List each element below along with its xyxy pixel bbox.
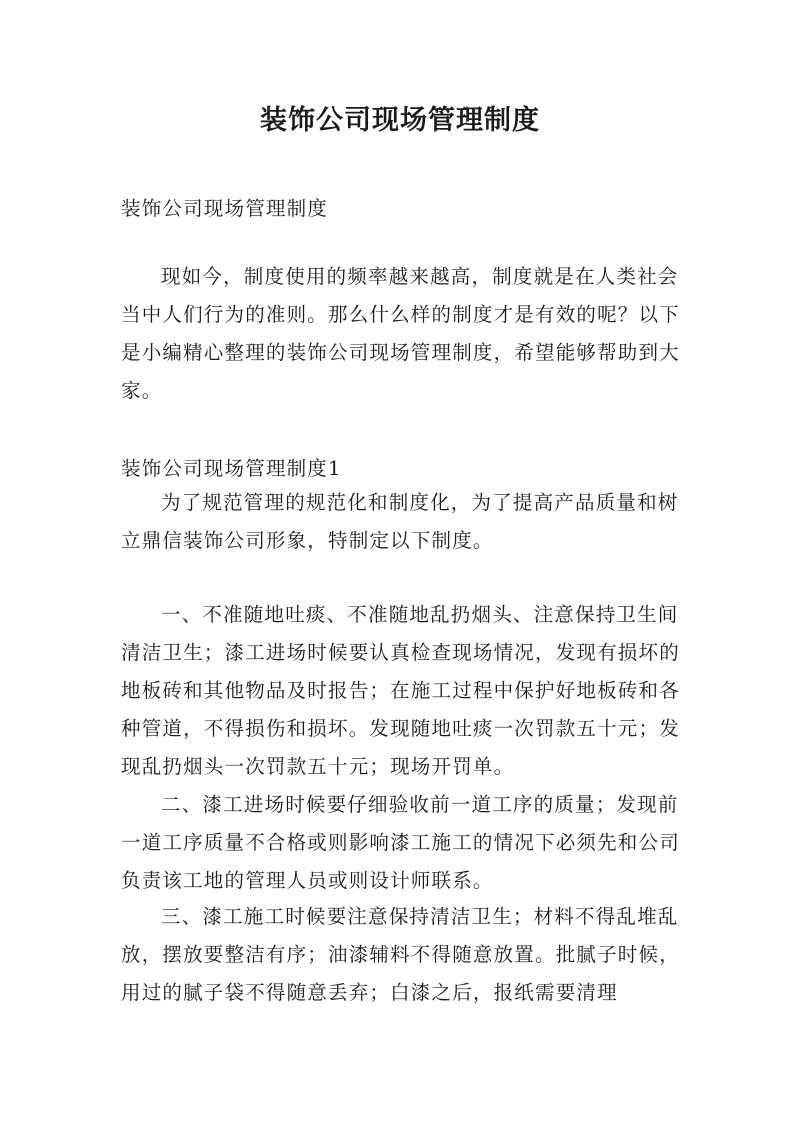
rule-paragraph-1: 一、不准随地吐痰、不准随地乱扔烟头、注意保持卫生间清洁卫生；漆工进场时候要认真检查现场情况，发现有损坏的地板砖和其他物品及时报告；在施工过程中保护好地板砖和各种管道，不得损伤和损坏。发现随地吐痰一次罚款五十元；发现乱扔烟头一次罚款五十元；现场开罚单。 — [121, 603, 680, 778]
section-heading: 装饰公司现场管理制度1 — [121, 457, 342, 480]
rule-paragraph-2: 二、漆工进场时候要仔细验收前一道工序的质量；发现前一道工序质量不合格或则影响漆工施工的情况下必须先和公司负责该工地的管理人员或则设计师联系。 — [121, 793, 680, 892]
section-intro-paragraph: 为了规范管理的规范化和制度化，为了提高产品质量和树立鼎信装饰公司形象，特制定以下制度。 — [121, 491, 679, 552]
document-subtitle: 装饰公司现场管理制度 — [121, 197, 329, 220]
rule-paragraph-3: 三、漆工施工时候要注意保持清洁卫生；材料不得乱堆乱放，摆放要整洁有序；油漆辅料不得随意放置。批腻子时候，用过的腻子袋不得随意丢弃；白漆之后，报纸需要清理 — [121, 905, 680, 1004]
intro-paragraph: 现如今，制度使用的频率越来越高，制度就是在人类社会当中人们行为的准则。那么什么样的制度才是有效的呢？以下是小编精心整理的装饰公司现场管理制度，希望能够帮助到大家。 — [121, 265, 680, 402]
document-title: 装饰公司现场管理制度 — [260, 105, 540, 136]
